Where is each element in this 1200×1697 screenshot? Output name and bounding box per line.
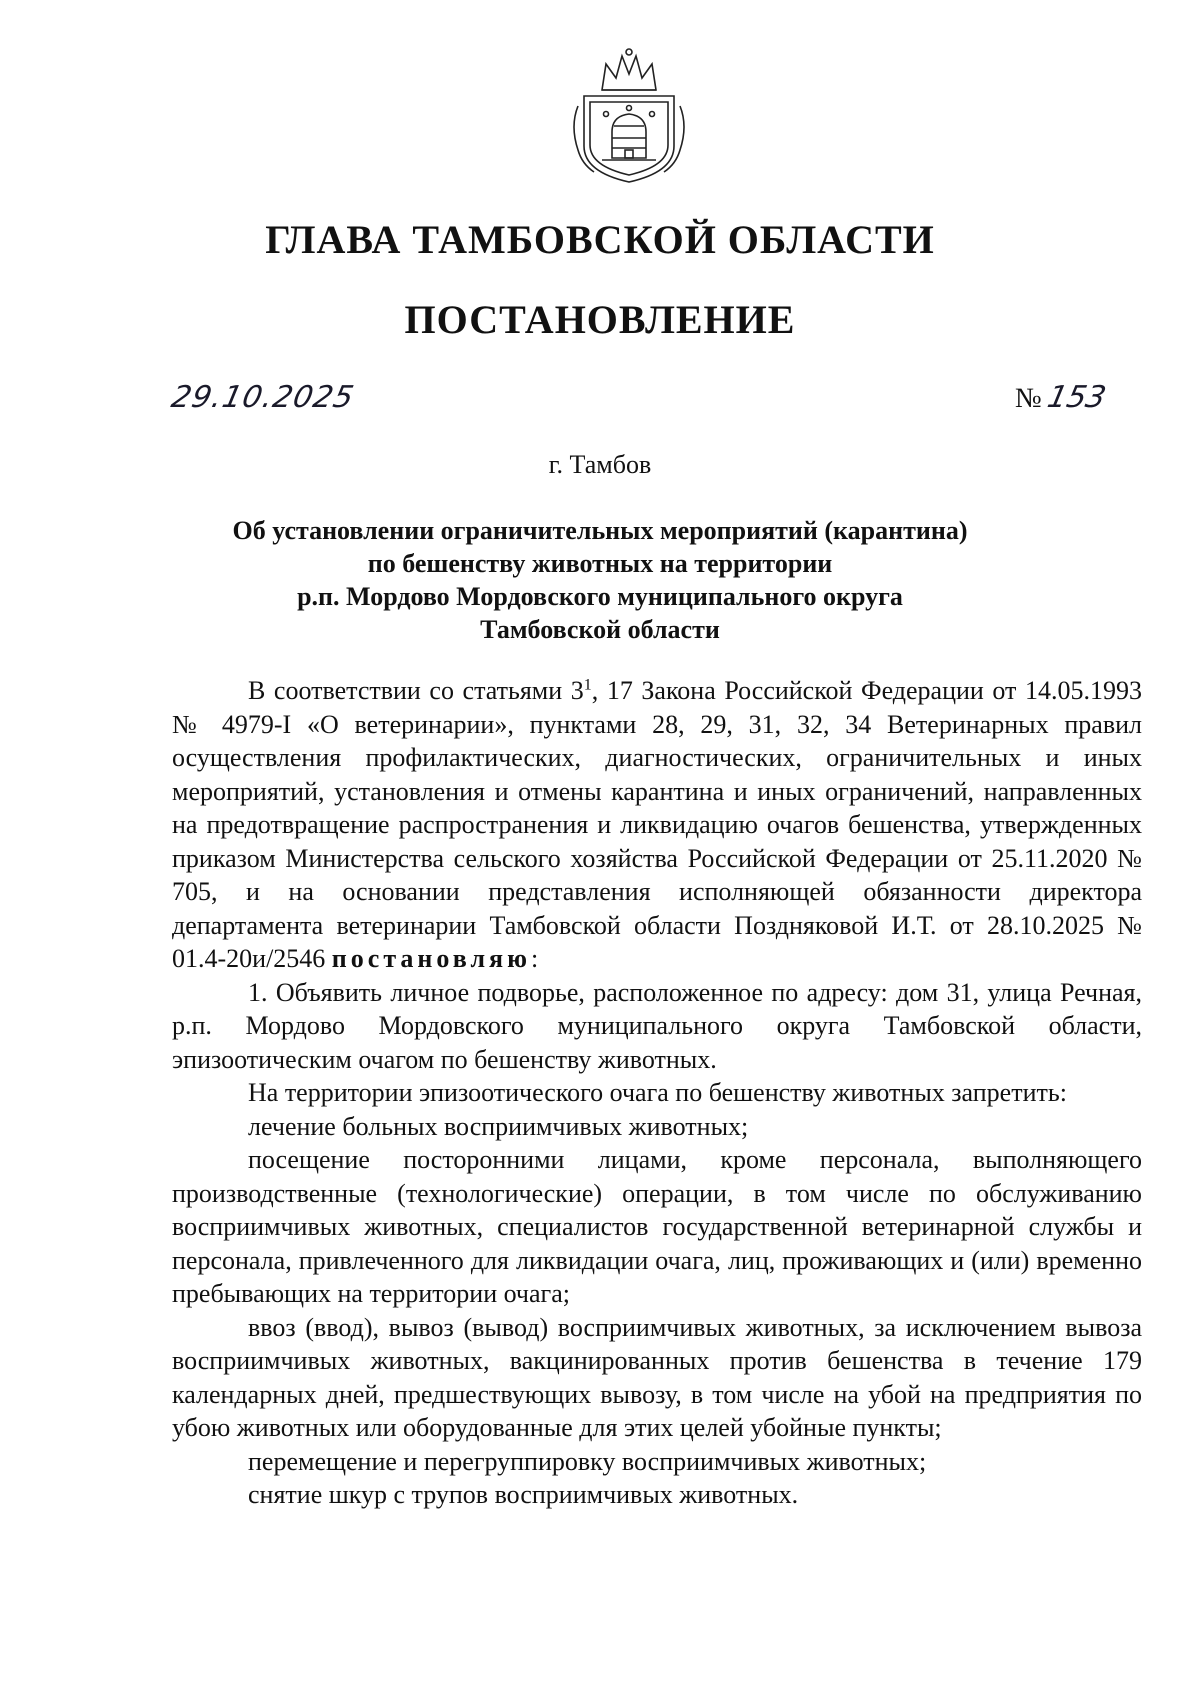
issuing-authority: ГЛАВА ТАМБОВСКОЙ ОБЛАСТИ [265, 217, 935, 262]
preamble-text-b: , 17 Закона Российской Федерации от 14.05.1993 № 4979-I «О ветеринарии», пунктами 28, 29, 31, 32, 34 Ветеринарных правил осуществления профилактических, диагностических, ограничительных и иных мероприятий, установления и отмены карантина и иных ограничений, направленных на предотвращение распространения и ликвидацию очагов бешенства, утвержденных приказом Министерства сельского хозяйства Российской Федерации от 25.11.2020 № 705, и на основании представления исполняющей обязанности директора департамента ветеринарии Тамбовской области Поздняковой И.Т. от 28.10.2025 № 01.4-20и/2546 [172, 676, 1142, 973]
number-prefix: № [1015, 383, 1042, 414]
preamble-colon: : [530, 944, 539, 973]
document-number [1015, 380, 1109, 415]
number-value: 153 [1043, 380, 1109, 415]
paragraph: снятие шкур с трупов восприимчивых животных. [248, 1480, 799, 1509]
resolution-word: постановляю [331, 944, 531, 973]
paragraph: посещение посторонними лицами, кроме персонала, выполняющего производственные (технологические) операции, в том числе по обслуживанию восприимчивых животных, специалистов государственной ветеринарной службы и персонала, привлеченного для ликвидации очага, лиц, проживающих и (или) временно пребывающих на территории очага; [172, 1145, 1142, 1308]
preamble-paragraph [172, 674, 1142, 976]
paragraph: На территории эпизоотического очага по бешенству животных запретить: [248, 1078, 1067, 1107]
title-line: Тамбовской области [480, 615, 720, 644]
document-body [172, 674, 1142, 1512]
document-title [0, 514, 1200, 646]
paragraph: лечение больных восприимчивых животных; [248, 1111, 749, 1141]
superscript: 1 [583, 676, 592, 694]
paragraph: ввоз (ввод), вывоз (вывод) восприимчивых животных, за исключением вывоза восприимчивых животных, вакцинированных против бешенства в течение 179 календарных дней, предшествующих вывозу, в том числе на убой на предприятия по убою животных или оборудованные для этих целей убойные пункты; [172, 1312, 1142, 1442]
title-line: р.п. Мордово Мордовского муниципального округа [297, 582, 903, 611]
preamble-text-a: В соответствии со статьями 3 [248, 676, 584, 705]
paragraph: перемещение и перегруппировку восприимчивых животных; [248, 1446, 927, 1476]
city: г. Тамбов [548, 450, 652, 479]
document-date: 29.10.2025 [168, 380, 358, 415]
document-type: ПОСТАНОВЛЕНИЕ [404, 297, 796, 342]
paragraph: 1. Объявить личное подворье, расположенное по адресу: дом 31, улица Речная, р.п. Мордово Мордовского муниципального округа Тамбовской области, эпизоотическим очагом по бешенству животных. [172, 977, 1142, 1074]
title-line: Об установлении ограничительных мероприятий (карантина) [232, 516, 968, 545]
title-line: по бешенству животных на территории [367, 549, 833, 578]
coat-of-arms-icon [562, 46, 696, 186]
